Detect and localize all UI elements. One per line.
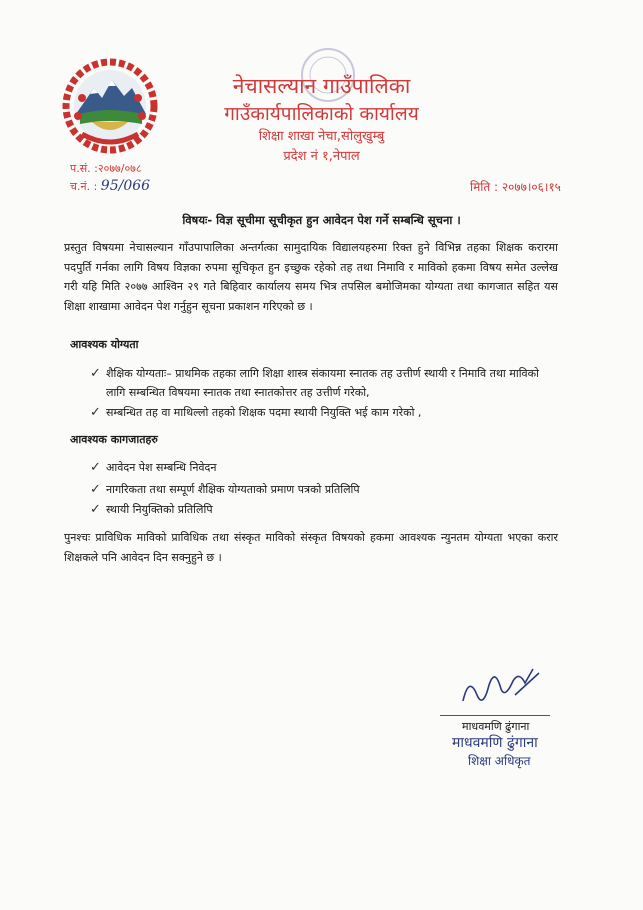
reference-cn (70, 178, 150, 194)
reference-cn-label: च.नं. : (70, 180, 98, 193)
signatory-name: माधवमणि ढुंगाना (462, 720, 530, 733)
letterhead-line1: नेचासल्यान गाउँपालिका (232, 74, 411, 98)
check-icon: ✓ (90, 366, 101, 381)
letterhead-line3: शिक्षा शाखा नेचा,सोलुखुम्बु (258, 129, 385, 144)
list-item-text: नागरिकता तथा सम्पूर्ण शैक्षिक योग्यताको प्रमाण पत्रको प्रतिलिपि (106, 483, 360, 496)
document-date: मिति : २०७७।०६।१५ (470, 180, 561, 194)
section-title-qualification: आवश्यक योग्यता (70, 338, 139, 351)
list-item-text: स्थायी नियुक्तिको प्रतिलिपि (106, 503, 213, 516)
list-item (90, 403, 560, 422)
list-item (90, 364, 560, 402)
signatory-stamp-name: माधवमणि ढुंगाना (452, 735, 538, 751)
reference-ps: प.सं. :२०७७/०७८ (70, 162, 142, 175)
list-item-text: शैक्षिक योग्यताः– प्राथमिक तहका लागि शिक्षा शास्त्र संकायमा स्नातक तह उत्तीर्ण स्थायी र निमावि तथा माविको लागि सम्बन्धित विषयमा स्नातक तथा स्नातकोत्तर तह उत्तीर्ण गरेको, (106, 367, 539, 399)
reference-cn-value: 95/066 (100, 178, 151, 194)
list-item-text: आवेदन पेश सम्बन्धि निवेदन (106, 461, 217, 474)
check-icon: ✓ (90, 460, 101, 475)
letterhead-line4: प्रदेश नं १,नेपाल (283, 149, 360, 164)
postscript-note: पुनश्चः प्राविधिक माविको प्राविधिक तथा संस्कृत माविको संस्कृत विषयको हकमा आवश्यक न्युनतम योग्यता भएका करार शिक्षकले पनि आवेदन दिन सक्नुहुने छ । (64, 531, 558, 564)
subject-line: विषयः- विज्ञ सूचीमा सूचीकृत हुन आवेदन पेश गर्ने सम्बन्धि सूचना । (182, 213, 461, 227)
list-item-text: सम्बन्धित तह वा माथिल्लो तहको शिक्षक पदमा स्थायी नियुक्ति भई काम गरेको , (106, 406, 422, 419)
check-icon: ✓ (90, 405, 101, 420)
list-item (90, 458, 560, 477)
signature-line (440, 715, 550, 716)
list-item (90, 500, 560, 519)
section-title-documents: आवश्यक कागजातहरु (70, 433, 158, 446)
body-paragraph: प्रस्तुत विषयमा नेचासल्यान गाँउपापालिका अन्तर्गत्का सामुदायिक विद्यालयहरुमा रिक्त हुने विभिन्न तहका शिक्षक करारमा पदपुर्ति गर्नका लागि विषय विज्ञका रुपमा सूचिकृत हुन इच्छुक रहेको तह तथा निमावि र माविको हकमा विषय समेत उल्लेख गरी यहि मिति २०७७ आश्विन २९ गते बिहिवार कार्यालय समय भित्र तपसिल बमोजिमका योग्यता तथा कागजात सहित यस शिक्षा शाखामा आवेदन पेश गर्नुहुन सूचना प्रकाशन गरिएको छ । (64, 241, 558, 313)
check-icon: ✓ (90, 482, 101, 497)
signatory-stamp-role: शिक्षा अधिकृत (468, 754, 531, 768)
signature-scribble-icon (455, 655, 545, 715)
check-icon: ✓ (90, 502, 101, 517)
list-item (90, 480, 560, 499)
letterhead-line2: गाउँकार्यपालिकाको कार्यालय (224, 103, 419, 125)
